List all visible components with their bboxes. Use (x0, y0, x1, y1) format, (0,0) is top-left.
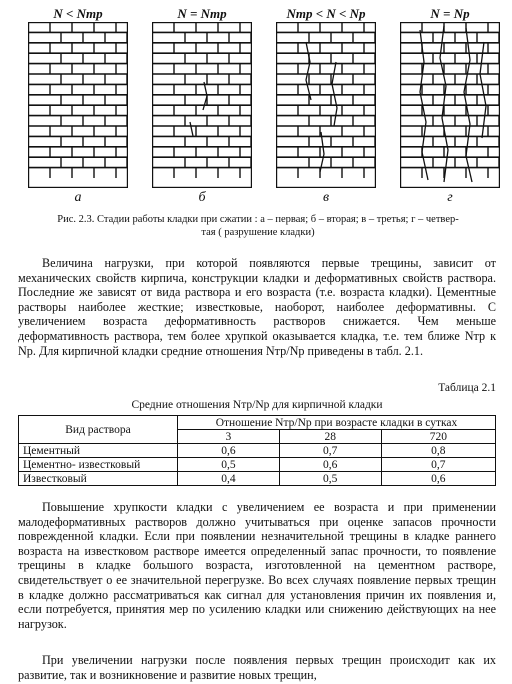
table-row (19, 472, 496, 486)
column-header-kind: Вид раствора (19, 416, 178, 444)
column-header-group: Отношение Nтр/Nр при возрасте кладки в сутках (178, 416, 496, 430)
panel-title: N = Nр (430, 6, 470, 21)
panel-label: б (198, 190, 206, 205)
brick-wall-drawing (28, 22, 128, 188)
brick-wall-drawing (152, 22, 252, 188)
table-cell-value: 0,6 (381, 472, 495, 486)
table-cell-value: 0,7 (381, 458, 495, 472)
column-header-age: 28 (279, 430, 381, 444)
table-row (19, 444, 496, 458)
paragraph-brittleness: Повышение хрупкости кладки с увеличением ее возраста и при применении малодеформативных растворов должно учитываться при оценке запасов прочности поврежденной кладки. Если при появлении незначительной трещины в кладке раннего возраста на известковом растворе имеется определенный запас прочности, то появление трещины в кладке большого возраста, изготовленной на цементном растворе, свидетельствует о ее значительной перегрузке. Во всех случаях появление первых трещин в кладке должно рассматриваться как сигнал для установления причин их появления и, если потребуется, принятия мер по усилению кладки или снижению действующих на нее нагрузок. (18, 500, 496, 631)
crack-line (190, 122, 193, 136)
ratio-table (18, 415, 496, 486)
table-cell-value: 0,5 (279, 472, 381, 486)
caption-line: тая ( разрушение кладки) (201, 227, 315, 238)
paragraph-load-increase: При увеличении нагрузки после появления первых трещин происходит как их развитие, так и возникновение и развитие новых трещин, (18, 653, 496, 682)
panel-title: N = Nтр (177, 6, 227, 21)
table-cell-kind: Известковый (19, 472, 178, 486)
table-cell-value: 0,4 (178, 472, 280, 486)
panel-title: N < Nтр (53, 6, 103, 21)
crack-line (306, 42, 311, 100)
panel-title: Nтр < N < Nр (286, 6, 366, 21)
crack-line (480, 42, 486, 138)
panel-label: а (74, 190, 82, 205)
figure-panel-a (28, 6, 128, 206)
figure-panel-v (276, 6, 376, 206)
figure-caption (18, 213, 498, 239)
brick-wall-drawing (276, 22, 376, 188)
panel-label: в (322, 190, 330, 205)
table-cell-kind: Цементный (19, 444, 178, 458)
table-cell-value: 0,7 (279, 444, 381, 458)
table-cell-value: 0,6 (178, 444, 280, 458)
figure-brick-stages (28, 6, 498, 206)
table-cell-value: 0,5 (178, 458, 280, 472)
panel-label: г (447, 190, 453, 205)
figure-panel-g (400, 6, 500, 206)
table-cell-kind: Цементно- известковый (19, 458, 178, 472)
table-header-row (19, 416, 496, 430)
table-title: Средние отношения Nтр/Nр для кирпичной кладки (131, 399, 383, 411)
column-header-age: 3 (178, 430, 280, 444)
table-cell-value: 0,6 (279, 458, 381, 472)
figure-panel-b (152, 6, 252, 206)
paragraph-cracks: Величина нагрузки, при которой появляются первые трещины, зависит от механических свойств кирпича, конструкции кладки и деформативных свойств раствора. Последние же зависят от вида раствора и его возраста (т.е. возраста кладки). Цементные растворы наиболее жесткие; известковые, наоборот, наиболее деформативны. С увеличением возраста деформативность растворов снижается. Чем меньше деформативность раствора, тем более хрупкой оказывается кладка, т.е. тем ближе Nтр к Nр. Для кирпичной кладки средние отношения Nтр/Nр приведены в табл. 2.1. (18, 256, 496, 358)
table-cell-value: 0,8 (381, 444, 495, 458)
brick-wall-drawing (400, 22, 500, 188)
column-header-age: 720 (381, 430, 495, 444)
caption-line: Рис. 2.3. Стадии работы кладки при сжатии : а – первая; б – вторая; в – третья; г – четвер- (57, 214, 459, 225)
table-label: Таблица 2.1 (438, 382, 496, 394)
table-row (19, 458, 496, 472)
